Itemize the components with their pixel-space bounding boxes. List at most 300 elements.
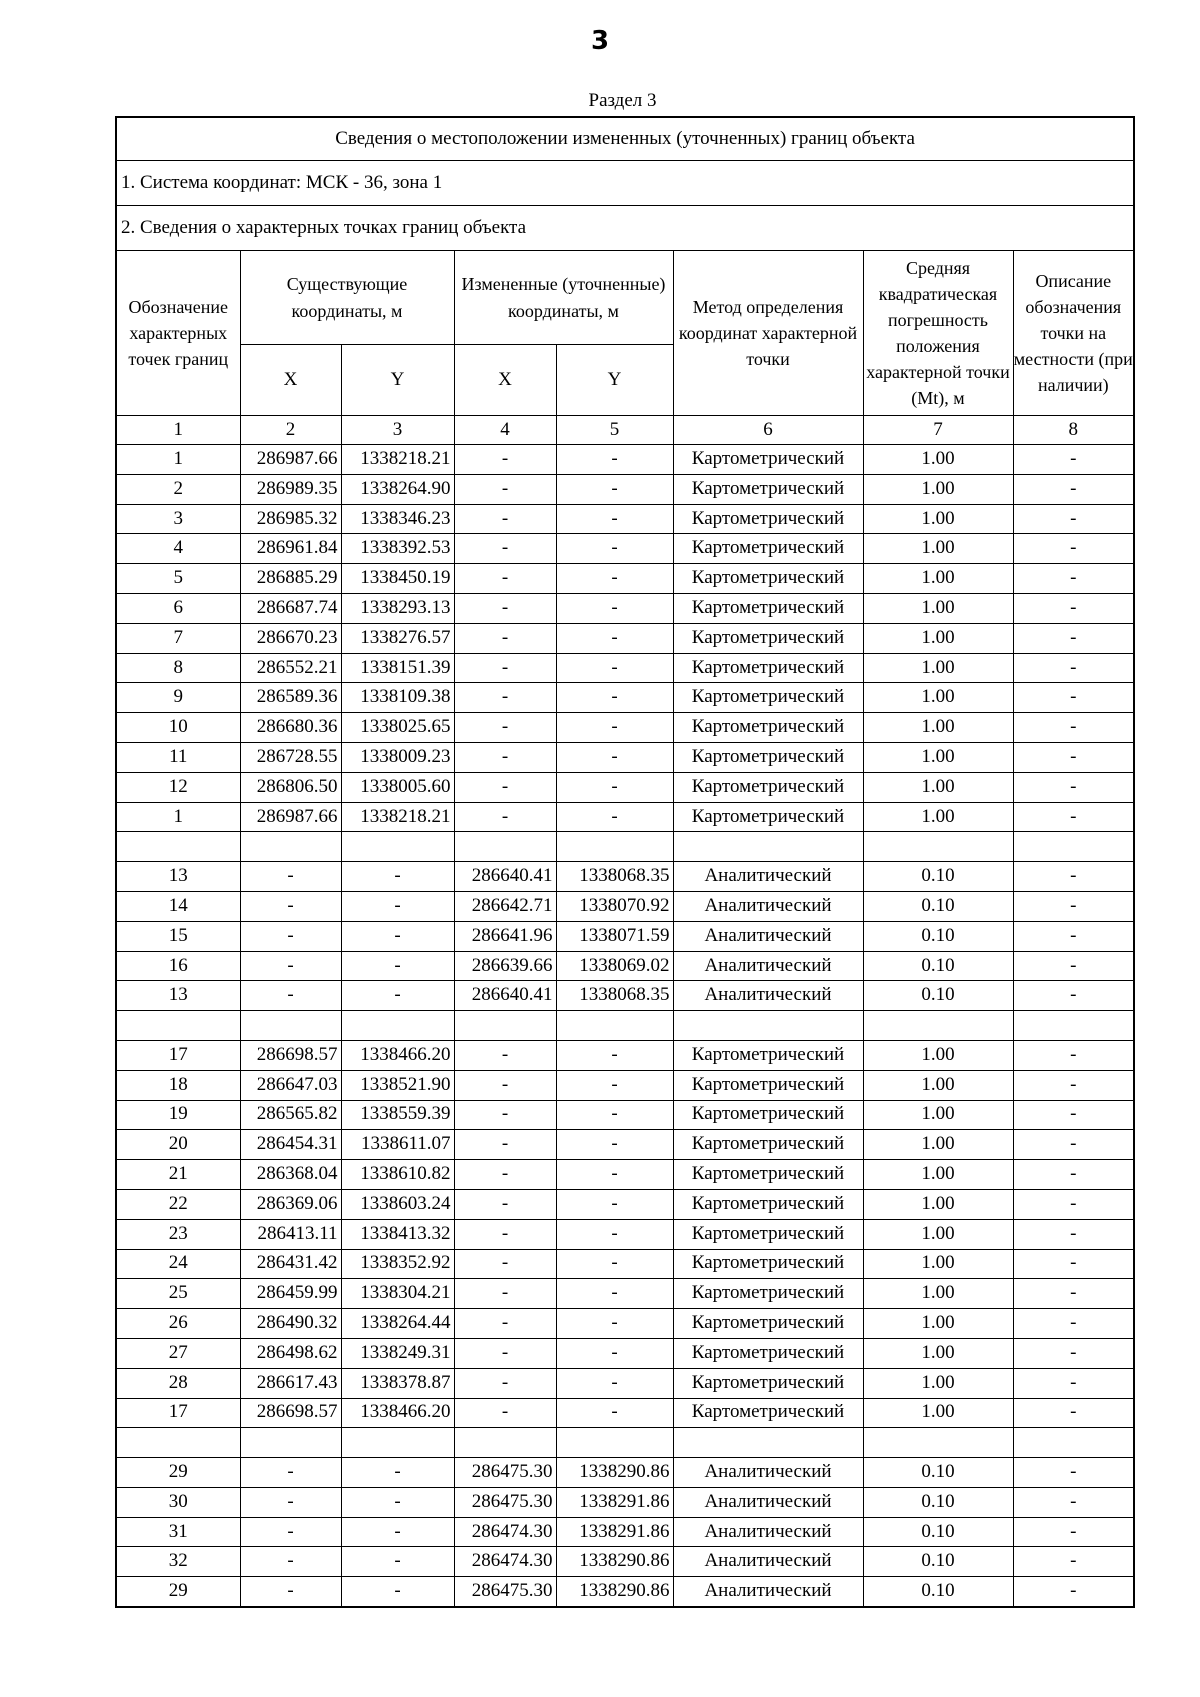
- points-section-title: 2. Сведения о характерных точках границ объекта: [116, 206, 1134, 251]
- existing-y: [341, 832, 454, 862]
- page-number: 3: [590, 26, 610, 56]
- changed-y: -: [556, 1398, 673, 1428]
- method: [673, 832, 863, 862]
- method: Картометрический: [673, 593, 863, 623]
- point-description: -: [1013, 1487, 1134, 1517]
- table-row: [116, 1160, 1134, 1190]
- mean-square-error: 1.00: [863, 653, 1013, 683]
- mean-square-error: 1.00: [863, 1309, 1013, 1339]
- header-existing-x: X: [240, 345, 341, 416]
- table-row: [116, 1219, 1134, 1249]
- existing-y: 1338521.90: [341, 1070, 454, 1100]
- changed-y: 1338068.35: [556, 981, 673, 1011]
- existing-x: 286987.66: [240, 802, 341, 832]
- method: Картометрический: [673, 474, 863, 504]
- point-designation: 20: [116, 1130, 240, 1160]
- changed-x: [454, 832, 556, 862]
- existing-y: 1338005.60: [341, 772, 454, 802]
- changed-x: -: [454, 1070, 556, 1100]
- point-description: -: [1013, 772, 1134, 802]
- column-number: 8: [1013, 416, 1134, 445]
- point-designation: 32: [116, 1547, 240, 1577]
- mean-square-error: 1.00: [863, 713, 1013, 743]
- table-row: [116, 1458, 1134, 1488]
- point-designation: 17: [116, 1398, 240, 1428]
- table-row: [116, 981, 1134, 1011]
- existing-x: 286647.03: [240, 1070, 341, 1100]
- existing-x: 286589.36: [240, 683, 341, 713]
- existing-x: -: [240, 1577, 341, 1607]
- existing-x: 286806.50: [240, 772, 341, 802]
- point-designation: 11: [116, 742, 240, 772]
- changed-x: -: [454, 1309, 556, 1339]
- changed-y: -: [556, 564, 673, 594]
- point-description: -: [1013, 653, 1134, 683]
- mean-square-error: 0.10: [863, 1487, 1013, 1517]
- point-description: -: [1013, 623, 1134, 653]
- table-row: [116, 1398, 1134, 1428]
- header-method: Метод определения координат характерной точки: [673, 251, 863, 416]
- method: Картометрический: [673, 1040, 863, 1070]
- point-description: -: [1013, 1577, 1134, 1607]
- method: Картометрический: [673, 564, 863, 594]
- table-row: [116, 623, 1134, 653]
- changed-y: -: [556, 713, 673, 743]
- changed-y: -: [556, 742, 673, 772]
- point-designation: 16: [116, 951, 240, 981]
- method: Аналитический: [673, 891, 863, 921]
- table-row: [116, 1487, 1134, 1517]
- mean-square-error: 1.00: [863, 1070, 1013, 1100]
- mean-square-error: 0.10: [863, 891, 1013, 921]
- existing-x: -: [240, 981, 341, 1011]
- existing-x: 286368.04: [240, 1160, 341, 1190]
- method: Картометрический: [673, 1338, 863, 1368]
- existing-y: 1338276.57: [341, 623, 454, 653]
- point-description: -: [1013, 564, 1134, 594]
- changed-y: -: [556, 1309, 673, 1339]
- point-designation: 2: [116, 474, 240, 504]
- existing-y: 1338450.19: [341, 564, 454, 594]
- table-row: [116, 564, 1134, 594]
- point-description: -: [1013, 981, 1134, 1011]
- mean-square-error: 1.00: [863, 742, 1013, 772]
- mean-square-error: 1.00: [863, 1398, 1013, 1428]
- existing-x: 286989.35: [240, 474, 341, 504]
- existing-y: -: [341, 1547, 454, 1577]
- mean-square-error: 0.10: [863, 1577, 1013, 1607]
- changed-x: 286641.96: [454, 921, 556, 951]
- mean-square-error: 1.00: [863, 1249, 1013, 1279]
- existing-x: 286698.57: [240, 1040, 341, 1070]
- point-description: -: [1013, 742, 1134, 772]
- column-number: 4: [454, 416, 556, 445]
- method: Аналитический: [673, 981, 863, 1011]
- table-row: [116, 891, 1134, 921]
- point-description: -: [1013, 1458, 1134, 1488]
- column-number: 3: [341, 416, 454, 445]
- point-description: -: [1013, 713, 1134, 743]
- mean-square-error: 0.10: [863, 951, 1013, 981]
- section-label: Раздел 3: [588, 90, 657, 111]
- column-numbers-row: [116, 416, 1134, 445]
- mean-square-error: 1.00: [863, 534, 1013, 564]
- changed-y: 1338070.92: [556, 891, 673, 921]
- method: [673, 1428, 863, 1458]
- column-number: 5: [556, 416, 673, 445]
- method: Аналитический: [673, 1487, 863, 1517]
- changed-x: -: [454, 772, 556, 802]
- method: Аналитический: [673, 1577, 863, 1607]
- changed-y: 1338068.35: [556, 862, 673, 892]
- changed-x: -: [454, 713, 556, 743]
- mean-square-error: 1.00: [863, 593, 1013, 623]
- table-row: [116, 1338, 1134, 1368]
- header-existing-y: Y: [341, 345, 454, 416]
- changed-x: -: [454, 504, 556, 534]
- column-number: 6: [673, 416, 863, 445]
- mean-square-error: 1.00: [863, 683, 1013, 713]
- existing-y: 1338603.24: [341, 1189, 454, 1219]
- point-designation: [116, 832, 240, 862]
- method: Картометрический: [673, 1249, 863, 1279]
- table-row: [116, 1100, 1134, 1130]
- table-row: [116, 921, 1134, 951]
- changed-y: -: [556, 474, 673, 504]
- mean-square-error: 1.00: [863, 1279, 1013, 1309]
- changed-y: -: [556, 772, 673, 802]
- existing-y: 1338264.44: [341, 1309, 454, 1339]
- existing-x: -: [240, 862, 341, 892]
- point-designation: 27: [116, 1338, 240, 1368]
- table-row: [116, 474, 1134, 504]
- mean-square-error: 1.00: [863, 1100, 1013, 1130]
- method: Картометрический: [673, 1279, 863, 1309]
- changed-x: -: [454, 653, 556, 683]
- point-designation: 12: [116, 772, 240, 802]
- table-row: [116, 951, 1134, 981]
- method: Картометрический: [673, 504, 863, 534]
- point-description: -: [1013, 534, 1134, 564]
- changed-x: -: [454, 1040, 556, 1070]
- method: Аналитический: [673, 921, 863, 951]
- point-designation: 29: [116, 1458, 240, 1488]
- point-designation: 28: [116, 1368, 240, 1398]
- existing-x: -: [240, 1517, 341, 1547]
- existing-y: 1338109.38: [341, 683, 454, 713]
- point-designation: 19: [116, 1100, 240, 1130]
- changed-y: -: [556, 534, 673, 564]
- mean-square-error: [863, 1011, 1013, 1041]
- existing-x: -: [240, 1487, 341, 1517]
- existing-y: 1338249.31: [341, 1338, 454, 1368]
- header-changed-y: Y: [556, 345, 673, 416]
- existing-y: 1338392.53: [341, 534, 454, 564]
- existing-x: 286987.66: [240, 445, 341, 475]
- point-designation: 30: [116, 1487, 240, 1517]
- existing-x: 286565.82: [240, 1100, 341, 1130]
- table-row: [116, 742, 1134, 772]
- changed-x: 286639.66: [454, 951, 556, 981]
- existing-y: 1338610.82: [341, 1160, 454, 1190]
- column-number: 7: [863, 416, 1013, 445]
- mean-square-error: 1.00: [863, 1160, 1013, 1190]
- table-row: [116, 832, 1134, 862]
- point-designation: 31: [116, 1517, 240, 1547]
- changed-y: 1338290.86: [556, 1458, 673, 1488]
- method: Картометрический: [673, 683, 863, 713]
- existing-x: 286961.84: [240, 534, 341, 564]
- existing-y: 1338413.32: [341, 1219, 454, 1249]
- point-designation: 3: [116, 504, 240, 534]
- point-description: -: [1013, 1040, 1134, 1070]
- mean-square-error: 1.00: [863, 1368, 1013, 1398]
- table-row: [116, 1309, 1134, 1339]
- point-description: -: [1013, 1398, 1134, 1428]
- changed-y: -: [556, 1368, 673, 1398]
- changed-y: -: [556, 1100, 673, 1130]
- changed-x: -: [454, 1398, 556, 1428]
- table-row: [116, 1279, 1134, 1309]
- existing-y: 1338466.20: [341, 1398, 454, 1428]
- existing-y: 1338009.23: [341, 742, 454, 772]
- changed-y: -: [556, 1160, 673, 1190]
- existing-x: 286687.74: [240, 593, 341, 623]
- existing-y: -: [341, 921, 454, 951]
- changed-y: -: [556, 445, 673, 475]
- table-row: [116, 1249, 1134, 1279]
- existing-x: 286985.32: [240, 504, 341, 534]
- changed-y: -: [556, 1219, 673, 1249]
- mean-square-error: 1.00: [863, 772, 1013, 802]
- changed-x: -: [454, 1160, 556, 1190]
- existing-y: -: [341, 1487, 454, 1517]
- mean-square-error: 1.00: [863, 1338, 1013, 1368]
- changed-x: -: [454, 1130, 556, 1160]
- existing-x: 286490.32: [240, 1309, 341, 1339]
- existing-y: 1338466.20: [341, 1040, 454, 1070]
- table-row: [116, 802, 1134, 832]
- existing-x: 286552.21: [240, 653, 341, 683]
- point-description: -: [1013, 1368, 1134, 1398]
- method: Аналитический: [673, 1547, 863, 1577]
- existing-x: -: [240, 1547, 341, 1577]
- point-designation: 1: [116, 802, 240, 832]
- point-designation: 5: [116, 564, 240, 594]
- existing-x: 286413.11: [240, 1219, 341, 1249]
- header-designation: Обозначение характерных точек границ: [116, 251, 240, 416]
- changed-x: 286475.30: [454, 1577, 556, 1607]
- point-designation: [116, 1011, 240, 1041]
- changed-x: -: [454, 534, 556, 564]
- mean-square-error: [863, 1428, 1013, 1458]
- point-designation: 29: [116, 1577, 240, 1607]
- point-description: -: [1013, 593, 1134, 623]
- mean-square-error: 0.10: [863, 862, 1013, 892]
- existing-y: 1338304.21: [341, 1279, 454, 1309]
- point-designation: 8: [116, 653, 240, 683]
- existing-x: [240, 832, 341, 862]
- mean-square-error: 1.00: [863, 623, 1013, 653]
- changed-x: -: [454, 1219, 556, 1249]
- method: Картометрический: [673, 802, 863, 832]
- table-row: [116, 1070, 1134, 1100]
- changed-x: -: [454, 445, 556, 475]
- point-designation: 13: [116, 862, 240, 892]
- changed-x: -: [454, 593, 556, 623]
- changed-x: -: [454, 1338, 556, 1368]
- point-designation: 9: [116, 683, 240, 713]
- point-designation: 1: [116, 445, 240, 475]
- table-title: Сведения о местоположении измененных (уточненных) границ объекта: [116, 117, 1134, 161]
- existing-x: 286670.23: [240, 623, 341, 653]
- existing-x: -: [240, 951, 341, 981]
- existing-y: 1338378.87: [341, 1368, 454, 1398]
- existing-x: 286431.42: [240, 1249, 341, 1279]
- existing-x: [240, 1428, 341, 1458]
- method: Картометрический: [673, 653, 863, 683]
- changed-x: -: [454, 1100, 556, 1130]
- point-designation: 7: [116, 623, 240, 653]
- method: Картометрический: [673, 772, 863, 802]
- point-description: -: [1013, 474, 1134, 504]
- existing-y: 1338264.90: [341, 474, 454, 504]
- existing-x: 286698.57: [240, 1398, 341, 1428]
- changed-y: -: [556, 1070, 673, 1100]
- existing-y: 1338352.92: [341, 1249, 454, 1279]
- mean-square-error: 1.00: [863, 1219, 1013, 1249]
- existing-y: 1338151.39: [341, 653, 454, 683]
- existing-x: -: [240, 891, 341, 921]
- changed-x: -: [454, 474, 556, 504]
- changed-x: [454, 1428, 556, 1458]
- mean-square-error: 0.10: [863, 1517, 1013, 1547]
- header-error: Средняя квадратическая погрешность положения характерной точки (Mt), м: [863, 251, 1013, 416]
- header-existing-coords: Существующие координаты, м: [240, 251, 454, 345]
- changed-y: -: [556, 623, 673, 653]
- existing-y: -: [341, 1458, 454, 1488]
- method: Картометрический: [673, 1160, 863, 1190]
- changed-y: -: [556, 1189, 673, 1219]
- changed-y: -: [556, 802, 673, 832]
- changed-y: -: [556, 1279, 673, 1309]
- point-description: -: [1013, 1100, 1134, 1130]
- method: Картометрический: [673, 742, 863, 772]
- method: Картометрический: [673, 1070, 863, 1100]
- method: Картометрический: [673, 713, 863, 743]
- method: Аналитический: [673, 862, 863, 892]
- method: Картометрический: [673, 1100, 863, 1130]
- changed-y: 1338071.59: [556, 921, 673, 951]
- column-number: 1: [116, 416, 240, 445]
- changed-y: [556, 1011, 673, 1041]
- changed-x: [454, 1011, 556, 1041]
- point-designation: 24: [116, 1249, 240, 1279]
- existing-y: -: [341, 1577, 454, 1607]
- table-row: [116, 1189, 1134, 1219]
- existing-x: 286459.99: [240, 1279, 341, 1309]
- point-description: -: [1013, 1279, 1134, 1309]
- changed-y: -: [556, 593, 673, 623]
- point-description: -: [1013, 1249, 1134, 1279]
- mean-square-error: 0.10: [863, 1458, 1013, 1488]
- changed-y: 1338290.86: [556, 1577, 673, 1607]
- existing-y: -: [341, 1517, 454, 1547]
- mean-square-error: 0.10: [863, 1547, 1013, 1577]
- mean-square-error: 1.00: [863, 504, 1013, 534]
- existing-x: 286498.62: [240, 1338, 341, 1368]
- table-row: [116, 1368, 1134, 1398]
- changed-x: -: [454, 564, 556, 594]
- changed-x: -: [454, 742, 556, 772]
- point-description: -: [1013, 921, 1134, 951]
- mean-square-error: [863, 832, 1013, 862]
- header-changed-coords: Измененные (уточненные) координаты, м: [454, 251, 673, 345]
- changed-y: [556, 832, 673, 862]
- changed-y: 1338290.86: [556, 1547, 673, 1577]
- existing-x: 286617.43: [240, 1368, 341, 1398]
- changed-y: [556, 1428, 673, 1458]
- method: Картометрический: [673, 445, 863, 475]
- mean-square-error: 1.00: [863, 1130, 1013, 1160]
- method: Картометрический: [673, 623, 863, 653]
- existing-y: -: [341, 951, 454, 981]
- mean-square-error: 1.00: [863, 802, 1013, 832]
- point-description: -: [1013, 1160, 1134, 1190]
- method: Картометрический: [673, 1219, 863, 1249]
- method: Картометрический: [673, 1189, 863, 1219]
- method: Картометрический: [673, 1368, 863, 1398]
- changed-y: 1338291.86: [556, 1517, 673, 1547]
- point-description: -: [1013, 1130, 1134, 1160]
- method: Картометрический: [673, 1130, 863, 1160]
- point-description: -: [1013, 504, 1134, 534]
- point-description: -: [1013, 1219, 1134, 1249]
- point-designation: 21: [116, 1160, 240, 1190]
- point-designation: [116, 1428, 240, 1458]
- existing-y: 1338025.65: [341, 713, 454, 743]
- point-description: -: [1013, 683, 1134, 713]
- changed-x: 286475.30: [454, 1458, 556, 1488]
- mean-square-error: 1.00: [863, 474, 1013, 504]
- point-description: -: [1013, 862, 1134, 892]
- point-designation: 17: [116, 1040, 240, 1070]
- mean-square-error: 1.00: [863, 564, 1013, 594]
- existing-y: -: [341, 862, 454, 892]
- point-description: -: [1013, 1547, 1134, 1577]
- table-row: [116, 504, 1134, 534]
- point-description: -: [1013, 1070, 1134, 1100]
- changed-y: 1338291.86: [556, 1487, 673, 1517]
- changed-x: -: [454, 623, 556, 653]
- header-changed-x: X: [454, 345, 556, 416]
- table-row: [116, 593, 1134, 623]
- table-row: [116, 862, 1134, 892]
- changed-y: -: [556, 683, 673, 713]
- existing-x: -: [240, 921, 341, 951]
- point-designation: 25: [116, 1279, 240, 1309]
- table-row: [116, 772, 1134, 802]
- existing-x: [240, 1011, 341, 1041]
- point-description: -: [1013, 802, 1134, 832]
- table-row: [116, 683, 1134, 713]
- point-description: -: [1013, 891, 1134, 921]
- table-row: [116, 1040, 1134, 1070]
- existing-y: 1338346.23: [341, 504, 454, 534]
- changed-x: -: [454, 1189, 556, 1219]
- method: Картометрический: [673, 1398, 863, 1428]
- existing-x: 286680.36: [240, 713, 341, 743]
